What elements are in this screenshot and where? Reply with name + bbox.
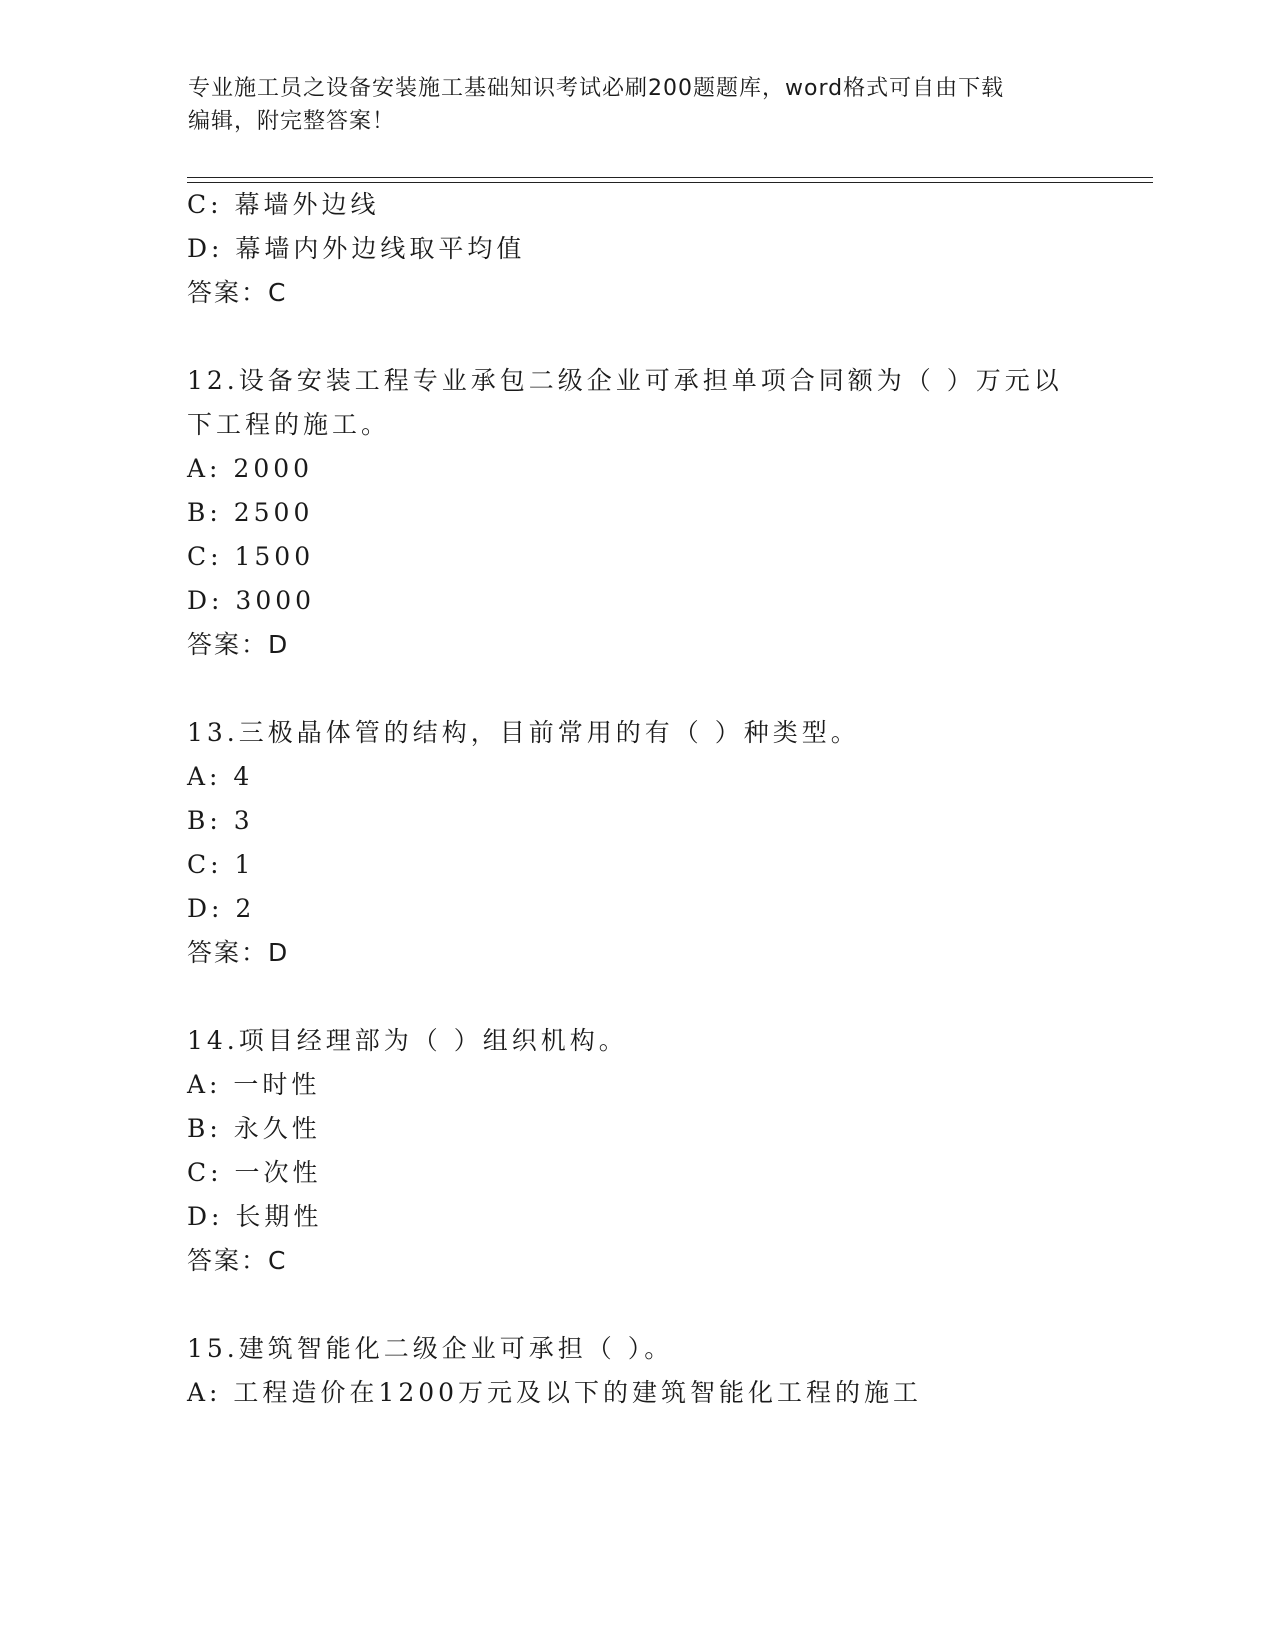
q13-answer: 答案：D <box>187 938 290 967</box>
header-title-line-1: 专业施工员之设备安装施工基础知识考试必刷200题题库，word格式可自由下载 <box>188 76 1005 101</box>
q14-option-b: B: 永久性 <box>187 1114 321 1143</box>
header-divider-top <box>187 177 1153 178</box>
q14-answer: 答案：C <box>187 1246 288 1275</box>
header-divider-bottom <box>187 182 1153 183</box>
q15-option-a: A: 工程造价在1200万元及以下的建筑智能化工程的施工 <box>187 1378 923 1407</box>
q12-option-c: C: 1500 <box>187 542 315 571</box>
q14-option-d: D: 长期性 <box>187 1202 323 1231</box>
q11-answer: 答案：C <box>187 278 288 307</box>
q13-option-a: A: 4 <box>187 762 254 791</box>
q15-question: 15.建筑智能化二级企业可承担（ ）。 <box>187 1334 674 1363</box>
q12-option-a: A: 2000 <box>187 454 314 483</box>
q13-option-d: D: 2 <box>187 894 256 923</box>
q13-option-c: C: 1 <box>187 850 255 879</box>
header-title-line-2: 编辑，附完整答案！ <box>188 109 396 134</box>
q12-option-d: D: 3000 <box>187 586 316 615</box>
q14-question: 14.项目经理部为（ ）组织机构。 <box>187 1026 628 1055</box>
q11-option-d: D: 幕墙内外边线取平均值 <box>187 234 526 263</box>
q13-question: 13.三极晶体管的结构，目前常用的有（ ）种类型。 <box>187 718 860 747</box>
q12-option-b: B: 2500 <box>187 498 314 527</box>
document-header <box>188 72 1088 138</box>
q14-option-c: C: 一次性 <box>187 1158 322 1187</box>
q13-option-b: B: 3 <box>187 806 254 835</box>
q11-option-c: C: 幕墙外边线 <box>187 190 380 219</box>
q14-option-a: A: 一时性 <box>187 1070 321 1099</box>
q12-answer: 答案：D <box>187 630 290 659</box>
q12-question-line-1: 12.设备安装工程专业承包二级企业可承担单项合同额为（ ）万元以 <box>187 366 1063 395</box>
q12-question-line-2: 下工程的施工。 <box>187 410 391 439</box>
